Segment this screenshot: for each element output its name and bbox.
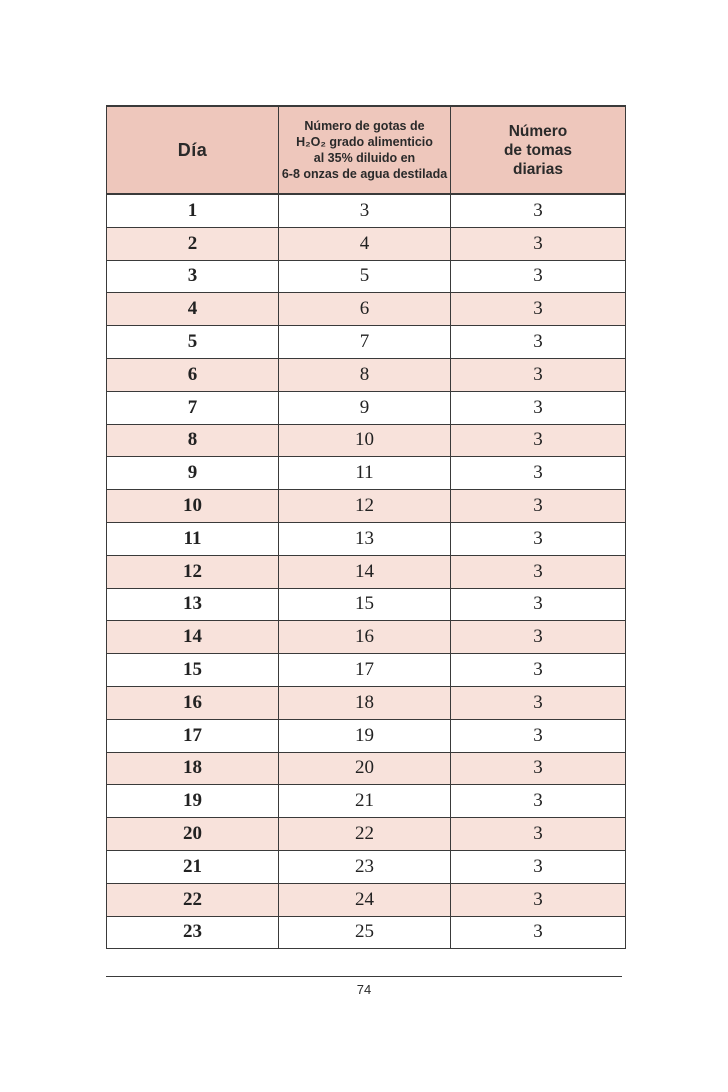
table-row bbox=[107, 326, 626, 359]
cell-gotas: 9 bbox=[279, 391, 451, 424]
footer-rule bbox=[106, 976, 622, 977]
header-dia: Día bbox=[107, 106, 279, 194]
cell-gotas: 25 bbox=[279, 916, 451, 949]
cell-dia: 1 bbox=[107, 194, 279, 227]
cell-tomas: 3 bbox=[451, 260, 626, 293]
table-row bbox=[107, 588, 626, 621]
cell-dia: 8 bbox=[107, 424, 279, 457]
cell-dia: 13 bbox=[107, 588, 279, 621]
cell-gotas: 15 bbox=[279, 588, 451, 621]
cell-tomas: 3 bbox=[451, 293, 626, 326]
cell-dia: 10 bbox=[107, 490, 279, 523]
table-row bbox=[107, 424, 626, 457]
cell-dia: 9 bbox=[107, 457, 279, 490]
table-row bbox=[107, 752, 626, 785]
cell-dia: 14 bbox=[107, 621, 279, 654]
table-row bbox=[107, 883, 626, 916]
header-gotas bbox=[279, 106, 451, 194]
cell-tomas: 3 bbox=[451, 621, 626, 654]
cell-tomas: 3 bbox=[451, 686, 626, 719]
header-tomas bbox=[451, 106, 626, 194]
table-row bbox=[107, 358, 626, 391]
table-row bbox=[107, 391, 626, 424]
cell-dia: 15 bbox=[107, 654, 279, 687]
table-row bbox=[107, 522, 626, 555]
cell-dia: 19 bbox=[107, 785, 279, 818]
table-header bbox=[107, 106, 626, 194]
cell-tomas: 3 bbox=[451, 719, 626, 752]
cell-tomas: 3 bbox=[451, 555, 626, 588]
cell-gotas: 7 bbox=[279, 326, 451, 359]
cell-gotas: 19 bbox=[279, 719, 451, 752]
cell-gotas: 8 bbox=[279, 358, 451, 391]
table-row bbox=[107, 227, 626, 260]
header-gotas-line: Número de gotas de bbox=[304, 119, 425, 133]
cell-gotas: 14 bbox=[279, 555, 451, 588]
table-row bbox=[107, 490, 626, 523]
table-row bbox=[107, 719, 626, 752]
cell-tomas: 3 bbox=[451, 588, 626, 621]
table-row bbox=[107, 654, 626, 687]
table-body bbox=[107, 194, 626, 949]
table-row bbox=[107, 194, 626, 227]
page-number: 74 bbox=[356, 982, 372, 997]
cell-gotas: 4 bbox=[279, 227, 451, 260]
cell-gotas: 21 bbox=[279, 785, 451, 818]
cell-dia: 12 bbox=[107, 555, 279, 588]
table-row bbox=[107, 555, 626, 588]
table-row bbox=[107, 916, 626, 949]
cell-dia: 20 bbox=[107, 818, 279, 851]
cell-tomas: 3 bbox=[451, 883, 626, 916]
header-row bbox=[107, 106, 626, 194]
header-tomas-line: Número bbox=[508, 122, 568, 140]
cell-tomas: 3 bbox=[451, 654, 626, 687]
table-row bbox=[107, 785, 626, 818]
cell-dia: 11 bbox=[107, 522, 279, 555]
cell-gotas: 10 bbox=[279, 424, 451, 457]
cell-gotas: 24 bbox=[279, 883, 451, 916]
header-tomas-line: diarias bbox=[513, 160, 563, 178]
cell-gotas: 6 bbox=[279, 293, 451, 326]
cell-tomas: 3 bbox=[451, 424, 626, 457]
cell-dia: 16 bbox=[107, 686, 279, 719]
cell-dia: 6 bbox=[107, 358, 279, 391]
table-row bbox=[107, 686, 626, 719]
cell-dia: 21 bbox=[107, 850, 279, 883]
table-row bbox=[107, 457, 626, 490]
cell-tomas: 3 bbox=[451, 785, 626, 818]
cell-dia: 4 bbox=[107, 293, 279, 326]
cell-dia: 23 bbox=[107, 916, 279, 949]
table-row bbox=[107, 621, 626, 654]
cell-dia: 3 bbox=[107, 260, 279, 293]
cell-gotas: 17 bbox=[279, 654, 451, 687]
cell-gotas: 22 bbox=[279, 818, 451, 851]
header-gotas-line: al 35% diluido en bbox=[313, 151, 416, 165]
cell-gotas: 23 bbox=[279, 850, 451, 883]
cell-gotas: 12 bbox=[279, 490, 451, 523]
cell-dia: 2 bbox=[107, 227, 279, 260]
cell-tomas: 3 bbox=[451, 818, 626, 851]
cell-tomas: 3 bbox=[451, 850, 626, 883]
table-row bbox=[107, 293, 626, 326]
cell-tomas: 3 bbox=[451, 326, 626, 359]
cell-tomas: 3 bbox=[451, 457, 626, 490]
header-gotas-line: 6-8 onzas de agua destilada bbox=[281, 167, 448, 181]
cell-gotas: 20 bbox=[279, 752, 451, 785]
cell-tomas: 3 bbox=[451, 916, 626, 949]
table-row bbox=[107, 818, 626, 851]
table-row bbox=[107, 850, 626, 883]
cell-tomas: 3 bbox=[451, 227, 626, 260]
cell-tomas: 3 bbox=[451, 358, 626, 391]
header-gotas-line: H₂O₂ grado alimenticio bbox=[296, 135, 433, 149]
cell-gotas: 11 bbox=[279, 457, 451, 490]
cell-gotas: 3 bbox=[279, 194, 451, 227]
cell-dia: 18 bbox=[107, 752, 279, 785]
cell-tomas: 3 bbox=[451, 752, 626, 785]
cell-tomas: 3 bbox=[451, 391, 626, 424]
cell-gotas: 18 bbox=[279, 686, 451, 719]
cell-tomas: 3 bbox=[451, 522, 626, 555]
cell-dia: 22 bbox=[107, 883, 279, 916]
cell-gotas: 5 bbox=[279, 260, 451, 293]
dosage-table bbox=[106, 105, 626, 949]
table-row bbox=[107, 260, 626, 293]
cell-gotas: 16 bbox=[279, 621, 451, 654]
cell-gotas: 13 bbox=[279, 522, 451, 555]
header-tomas-line: de tomas bbox=[503, 141, 573, 159]
cell-tomas: 3 bbox=[451, 490, 626, 523]
cell-dia: 5 bbox=[107, 326, 279, 359]
cell-dia: 17 bbox=[107, 719, 279, 752]
cell-dia: 7 bbox=[107, 391, 279, 424]
cell-tomas: 3 bbox=[451, 194, 626, 227]
